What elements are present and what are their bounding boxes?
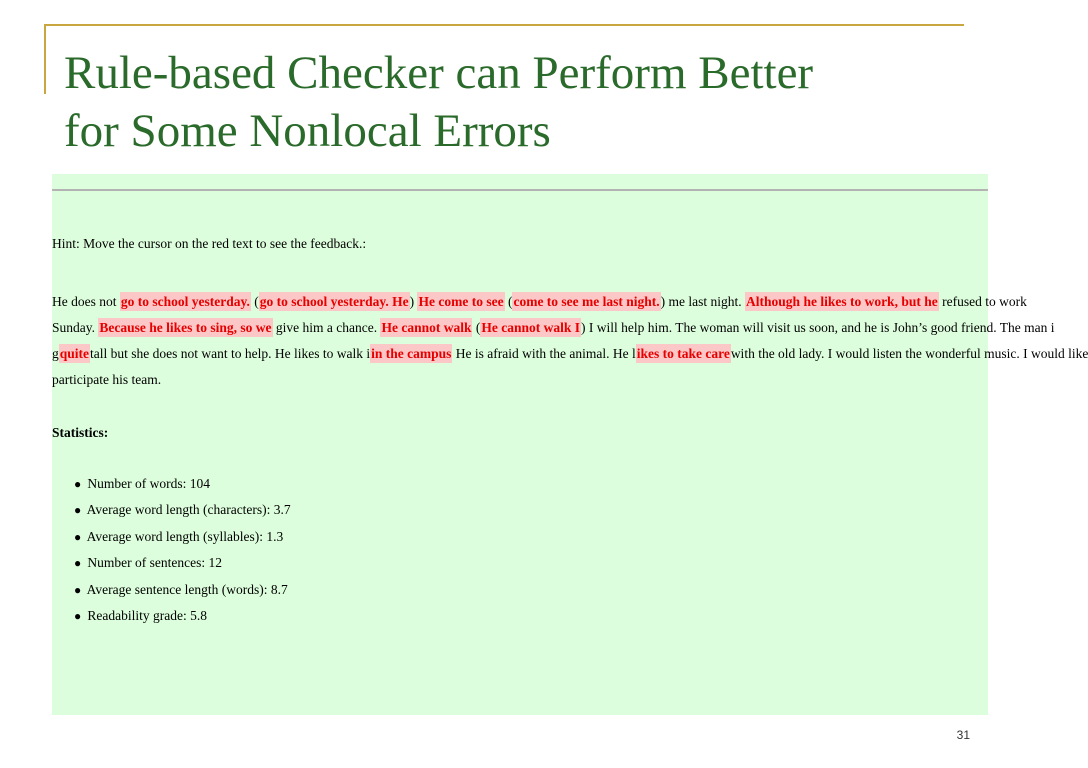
grammar-checker-screenshot: [52, 174, 1088, 715]
slide-frame-top-rule: [44, 24, 964, 26]
statistic-item: [74, 577, 988, 603]
error-highlight[interactable]: go to school yesterday.: [120, 294, 250, 309]
statistic-text: Average word length (characters): 3.7: [86, 502, 291, 518]
essay-text: ): [409, 294, 418, 309]
hint-text: Hint: Move the cursor on the red text to see the feedback.:: [52, 236, 367, 251]
essay-line: [52, 315, 1055, 341]
essay-text: He is afraid with the animal. He l: [452, 346, 636, 361]
bullet-icon: ●: [74, 582, 82, 597]
error-highlight[interactable]: quite: [59, 346, 90, 361]
error-highlight[interactable]: He cannot walk: [381, 320, 472, 335]
essay-text: give him a chance.: [272, 320, 381, 335]
error-highlight[interactable]: come to see me last night.: [513, 294, 660, 309]
statistic-text: Average sentence length (words): 8.7: [86, 581, 288, 597]
statistic-item: [74, 471, 988, 497]
error-highlight[interactable]: ikes to take care: [636, 346, 730, 361]
checked-essay-text: [52, 289, 1088, 393]
essay-text: (: [250, 294, 259, 309]
error-highlight[interactable]: Although he likes to work, but he: [746, 294, 938, 309]
slide-frame-left-rule: [44, 24, 46, 94]
essay-text: g: [52, 346, 59, 361]
bullet-icon: ●: [74, 608, 82, 623]
essay-text: participate his team.: [52, 372, 162, 387]
slide-title-line-1: Rule-based Checker can Perform Better: [64, 47, 814, 99]
essay-line: [52, 289, 1027, 315]
statistic-text: Number of words: 104: [87, 476, 210, 491]
essay-line: [52, 341, 1088, 367]
essay-text: ) me last night.: [660, 294, 746, 309]
essay-text: (: [504, 294, 513, 309]
error-highlight[interactable]: He cannot walk I: [481, 320, 580, 335]
statistics-list: [52, 471, 988, 629]
slide-title-line-2: for Some Nonlocal Errors: [64, 105, 551, 157]
horizontal-rule: [52, 189, 988, 191]
slide-title: [64, 44, 964, 160]
checker-output: [52, 234, 1088, 629]
essay-line: [52, 367, 988, 393]
essay-text: Sunday.: [52, 320, 99, 335]
error-highlight[interactable]: He come to see: [418, 294, 504, 309]
bullet-icon: ●: [74, 556, 82, 571]
bullet-icon: ●: [74, 477, 82, 491]
statistic-item: [74, 550, 988, 576]
essay-text: He does not: [52, 294, 120, 309]
statistic-item: [74, 524, 988, 550]
slide-number: 31: [956, 728, 970, 742]
bullet-icon: ●: [74, 503, 82, 518]
statistic-item: [74, 603, 988, 629]
statistic-text: Number of sentences: 12: [87, 555, 222, 571]
error-highlight[interactable]: in the campus: [371, 346, 452, 361]
essay-text: tall but she does not want to help. He likes to walk i: [90, 346, 371, 361]
error-highlight[interactable]: go to school yesterday. He: [259, 294, 409, 309]
essay-text: refused to work: [938, 294, 1027, 309]
statistic-text: Readability grade: 5.8: [87, 607, 207, 623]
error-highlight[interactable]: Because he likes to sing, so we: [99, 320, 272, 335]
statistic-item: [74, 497, 988, 523]
statistic-text: Average word length (syllables): 1.3: [86, 528, 284, 544]
essay-text: ) I will help him. The woman will visit us soon, and he is John’s good friend. The man i: [581, 320, 1055, 335]
essay-text: (: [472, 320, 481, 335]
bullet-icon: ●: [74, 529, 82, 544]
statistics-heading: Statistics:: [52, 425, 109, 440]
essay-text: with the old lady. I would listen the wonderful music. I would like: [730, 346, 1088, 361]
